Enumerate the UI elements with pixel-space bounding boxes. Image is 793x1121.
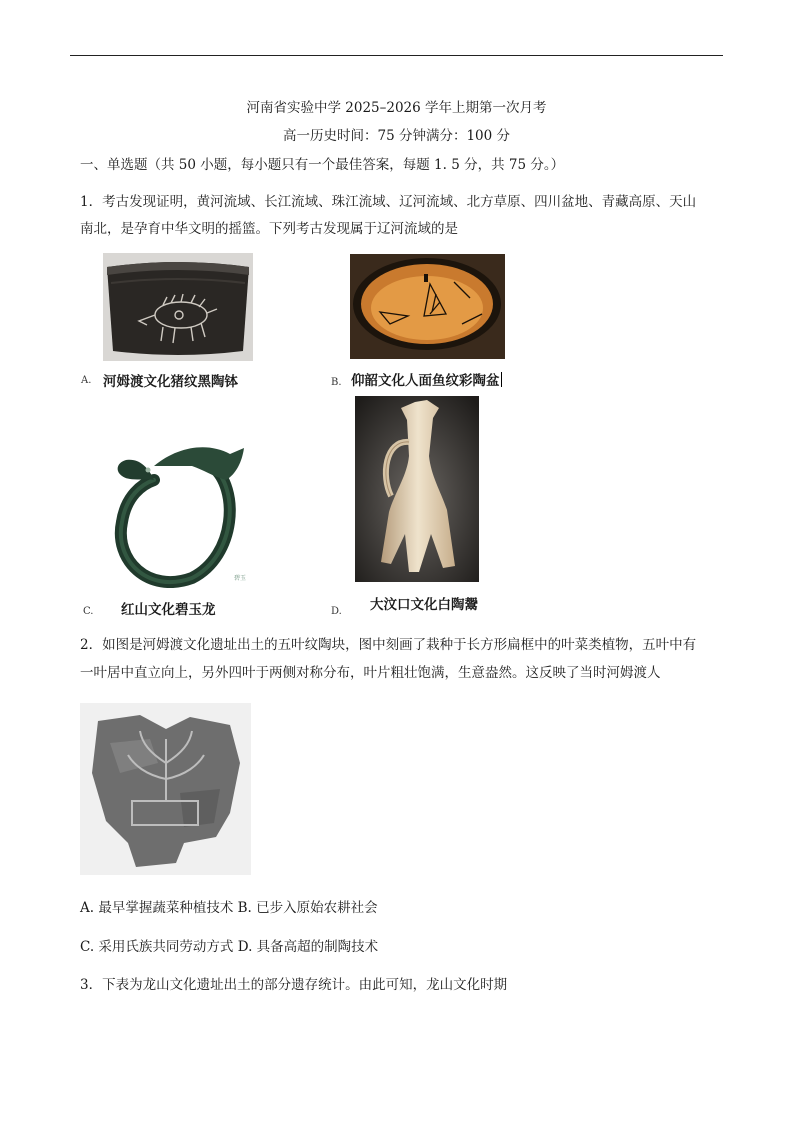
question-2-options-line-1: A. 最早掌握蔬菜种植技术 B. 已步入原始农耕社会 [80, 900, 378, 916]
question-2-line-1: 2．如图是河姆渡文化遗址出土的五叶纹陶块，图中刻画了栽种于长方形扁框中的叶菜类植物，五叶中有 [80, 637, 697, 653]
section-heading: 一、单选题（共 50 小题，每小题只有一个最佳答案，每题 1. 5 分，共 75 分。） [80, 157, 565, 173]
exam-title: 河南省实验中学 2025–2026 学年上期第一次月考 [246, 100, 547, 116]
svg-text:碧玉: 碧玉 [234, 575, 247, 582]
option-c-image [108, 436, 250, 588]
jade-dragon-image [108, 436, 250, 588]
pottery-fragment-image [80, 703, 251, 875]
question-2-options-line-2: C. 采用氏族共同劳动方式 D. 具备高超的制陶技术 [80, 939, 379, 955]
text-cursor [501, 372, 502, 387]
option-b-letter: B. [331, 377, 342, 388]
painted-pottery-basin-image [350, 254, 505, 359]
header-rule [70, 55, 723, 56]
option-b-image [350, 254, 505, 359]
option-c-caption: 红山文化碧玉龙 [121, 602, 216, 618]
option-d-image [355, 396, 479, 582]
option-b-caption: 仰韶文化人面鱼纹彩陶盆 [351, 373, 500, 389]
question-3-line-1: 3．下表为龙山文化遗址出土的部分遗存统计。由此可知，龙山文化时期 [80, 977, 508, 993]
option-a-image [103, 253, 253, 361]
option-b-caption-wrap [351, 369, 502, 389]
question-1-line-1: 1．考古发现证明，黄河流域、长江流域、珠江流域、辽河流域、北方草原、四川盆地、青藏高原、天山 [80, 194, 697, 210]
exam-subtitle: 高一历史时间：75 分钟满分：100 分 [282, 128, 511, 144]
question-2-line-2: 一叶居中直立向上，另外四叶于两侧对称分布，叶片粗壮饱满，生意盎然。这反映了当时河姆渡人 [80, 665, 661, 681]
option-d-caption: 大汶口文化白陶鬶 [370, 597, 478, 613]
black-pottery-bowl-image [103, 253, 253, 361]
question-1-line-2: 南北，是孕育中华文明的摇篮。下列考古发现属于辽河流域的是 [80, 221, 458, 237]
option-c-letter: C. [83, 606, 94, 617]
option-a-caption: 河姆渡文化猪纹黑陶钵 [103, 374, 238, 390]
five-leaf-pottery-shard-image [80, 703, 251, 875]
option-a-letter: A. [81, 375, 92, 386]
option-d-letter: D. [331, 606, 342, 617]
white-pottery-gui-image [355, 396, 479, 582]
